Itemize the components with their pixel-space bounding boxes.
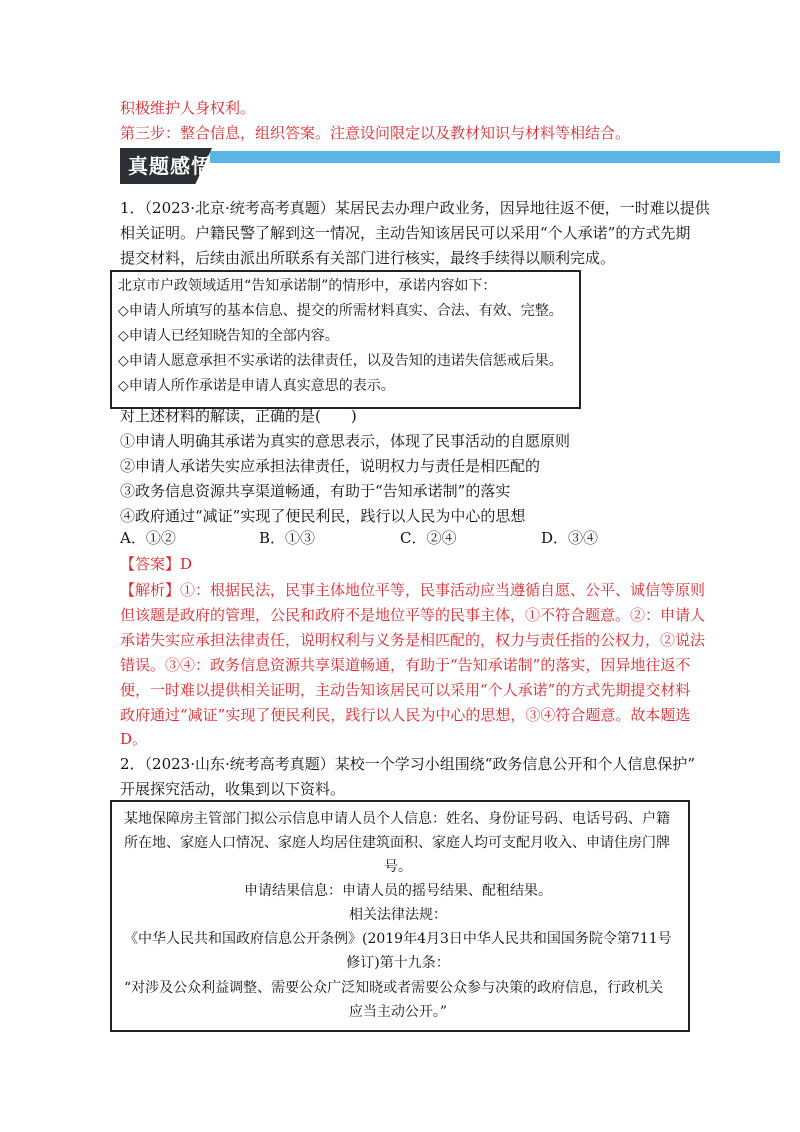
q1-analysis-2: 但该题是政府的管理，公民和政府不是地位平等的民事主体，①不符合题意。②：申请人 (120, 606, 706, 624)
intro-line-2: 第三步：整合信息，组织答案。注意设问限定以及教材知识与材料等相结合。 (120, 124, 631, 142)
q2-box-line-2: 所在地、家庭人口情况、家庭人均居住建筑面积、家庭人均可支配月收入、申请住房门牌 (124, 835, 670, 851)
q1-option-b: B．①③ (259, 529, 316, 547)
q2-box-line-6: 《中华人民共和国政府信息公开条例》(2019年4月3日中华人民共和国国务院令第711号 (124, 931, 672, 947)
intro-line-1: 积极维护人身权利。 (120, 99, 256, 117)
q1-stem-3: 提交材料，后续由派出所联系有关部门进行核实，最终手续得以顺利完成。 (120, 249, 616, 267)
q1-analysis-7: D。 (120, 730, 148, 748)
q1-box-line-5: ◇申请人所作承诺是申请人真实意思的表示。 (118, 378, 395, 394)
section-banner (120, 148, 780, 184)
q1-box-line-3: ◇申请人已经知晓告知的全部内容。 (118, 328, 339, 344)
q2-box-line-5: 相关法律法规： (349, 907, 447, 923)
q2-box-line-1: 某地保障房主管部门拟公示信息申请人员个人信息：姓名、身份证号码、电话号码、户籍 (124, 811, 670, 827)
q2-box-line-4: 申请结果信息：申请人员的摇号结果、配租结果。 (244, 883, 552, 899)
q2-box-line-9: 应当主动公开。” (348, 1004, 448, 1020)
q2-box-line-3: 号。 (384, 859, 412, 875)
q1-stem-1: 1．（2023·北京·统考高考真题）某居民去办理户政业务，因异地往返不便，一时难以提供 (120, 199, 710, 217)
q2-stem-2: 开展探究活动，收集到以下资料。 (120, 780, 346, 798)
q1-stem-2: 相关证明。户籍民警了解到这一情况，主动告知该居民可以采用“个人承诺”的方式先期 (120, 224, 691, 242)
q1-box-line-4: ◇申请人愿意承担不实承诺的法律责任，以及告知的违诺失信惩戒后果。 (118, 353, 563, 369)
q1-box-line-2: ◇申请人所填写的基本信息、提交的所需材料真实、合法、有效、完整。 (118, 303, 563, 319)
q2-box-line-7: 修订)第十九条： (346, 955, 450, 971)
q2-box-line-8: “对涉及公众利益调整、需要公众广泛知晓或者需要公众参与决策的政府信息，行政机关 (124, 980, 664, 996)
q2-stem-1: 2．（2023·山东·统考高考真题）某校一个学习小组围绕“政务信息公开和个人信息保护” (120, 755, 696, 773)
q1-item-3: ③政务信息资源共享渠道畅通，有助于“告知承诺制”的落实 (120, 482, 511, 500)
q1-analysis-4: 错误。③④：政务信息资源共享渠道畅通，有助于“告知承诺制”的落实，因异地往返不 (120, 656, 691, 674)
q1-item-2: ②申请人承诺失实应承担法律责任，说明权力与责任是相匹配的 (120, 457, 541, 475)
q1-analysis-5: 便，一时难以提供相关证明，主动告知该居民可以采用“个人承诺”的方式先期提交材料 (120, 681, 691, 699)
q1-analysis-3: 承诺失实应承担法律责任，说明权利与义务是相匹配的，权力与责任指的公权力，②说法 (120, 631, 706, 649)
q1-option-a: A．①② (120, 529, 176, 547)
q1-prompt: 对上述材料的解读，正确的是( ) (120, 407, 357, 425)
q1-item-1: ①申请人明确其承诺为真实的意思表示，体现了民事活动的自愿原则 (120, 432, 571, 450)
q1-item-4: ④政府通过“减证”实现了便民利民，践行以人民为中心的思想 (120, 507, 526, 525)
banner-stripe (210, 151, 780, 163)
section-title: 真题感悟 (128, 154, 212, 178)
q1-option-d: D．③④ (541, 529, 599, 547)
q1-analysis-6: 政府通过“减证”实现了便民利民，践行以人民为中心的思想，③④符合题意。故本题选 (120, 706, 691, 724)
q1-option-c: C．②④ (400, 529, 457, 547)
q1-box-line-1: 北京市户政领域适用“告知承诺制”的情形中，承诺内容如下： (118, 278, 497, 294)
q1-answer: 【答案】D (120, 555, 193, 573)
q1-analysis-1: 【解析】①：根据民法，民事主体地位平等，民事活动应当遵循自愿、公平、诚信等原则 (120, 581, 706, 599)
